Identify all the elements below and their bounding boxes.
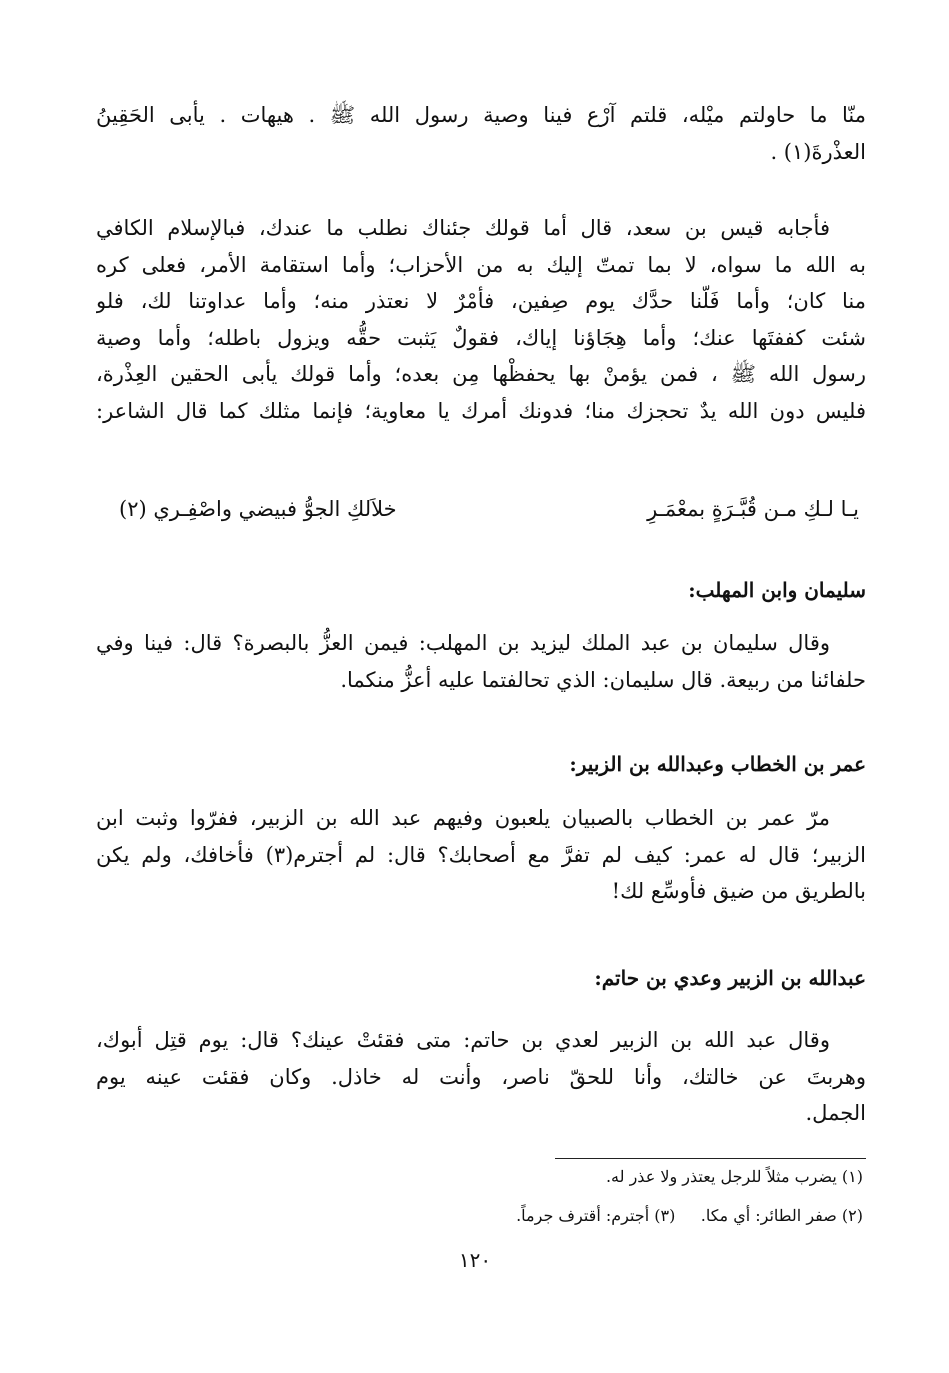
footnote: (١) يضرب مثلاً للرجل يعتذر ولا عذر له. [605, 1167, 863, 1186]
text-line: العذْرةَ(١) . [770, 139, 866, 164]
page-number: ١٢٠ [458, 1248, 492, 1272]
paragraph-1 [96, 97, 866, 170]
text-line: وهربتَ عن خالتك، وأنا للحقّ ناصر، وأنت له خاذل. وكان فقئت عينه يوم [96, 1064, 866, 1089]
section-1-body [96, 625, 866, 698]
text-line: الزبير؛ قال له عمر: كيف لم تفرَّ مع أصحابك؟ قال: لم أجترم(٣) فأخافك، ولم يكن [96, 842, 866, 867]
text-line: رسول الله ﷺ ، فمن يؤمنْ بها يحفظْها مِن بعده؛ وأما قولك يأبى الحقين العِذْرة، [96, 362, 866, 386]
text-line: به الله ما سواه، لا بما تمتّ إليك به من الأحزاب؛ وأما استقامة الأمر، فعلى كره [96, 252, 866, 277]
text-line: الجمل. [805, 1101, 866, 1125]
text-line: فأجابه قيس بن سعد، قال أما قولك جئناك نطلب ما عندك، فبالإسلام الكافي [96, 216, 830, 240]
text-line: فليس دون الله يدٌ تحجزك منا؛ فدونك أمرك يا معاوية؛ فإنما مثلك كما قال الشاعر: [96, 398, 866, 423]
section-2-body [96, 800, 866, 910]
poem-verse [119, 497, 859, 521]
text-line: شئت كففتَها عنك؛ وأما هِجَاؤنا إياك، فقولٌ يَثبت حقُّه ويزول باطله؛ وأما وصية [96, 325, 866, 350]
section-heading: عمر بن الخطاب وعبدالله بن الزبير: [569, 752, 866, 776]
verse-first-hemistich: يـا لـكِ مـن قُبَّـرَةٍ بمعْمَـرِ [647, 497, 859, 521]
text-line: منّا ما حاولتم ميْله، قلتم آرْع فينا وصية رسول الله ﷺ . هيهات . يأبى الحَقِينُ [96, 103, 866, 127]
text-line: وقال سليمان بن عبد الملك ليزيد بن المهلب: فيمن العزُّ بالبصرة؟ قال: فينا وفي [96, 631, 830, 655]
verse-second-hemistich: خلاَلكِ الجوُّ فبيضي واصْفِـري (٢) [119, 497, 397, 521]
text-line: مرّ عمر بن الخطاب بالصبيان يلعبون وفيهم عبد الله بن الزبير، ففرّوا وثبت ابن [96, 806, 830, 830]
footnote: (٢) صفر الطائر: أي مكا. (٣) أجترم: أقترف جرماً. [516, 1206, 863, 1225]
text-line: حلفائنا من ربيعة. قال سليمان: الذي تحالفتما عليه أعزُّ منكما. [340, 667, 866, 692]
text-line: منا كان؛ وأما فَلّنا حدَّك يوم صِفين، فأمْرٌ لا نعتذر منه؛ وأما عداوتنا لك، فلو [96, 289, 866, 313]
footnote-separator [555, 1158, 866, 1159]
section-3-body [96, 1022, 866, 1132]
paragraph-2 [96, 210, 866, 429]
section-heading: سليمان وابن المهلب: [688, 578, 866, 602]
text-line: وقال عبد الله بن الزبير لعدي بن حاتم: متى فقئتْ عينك؟ قال: يوم قتِل أبوك، [96, 1028, 830, 1052]
section-heading: عبدالله بن الزبير وعدي بن حاتم: [594, 966, 866, 990]
text-line: بالطريق من ضيق فأوسِّع لك! [611, 879, 866, 903]
